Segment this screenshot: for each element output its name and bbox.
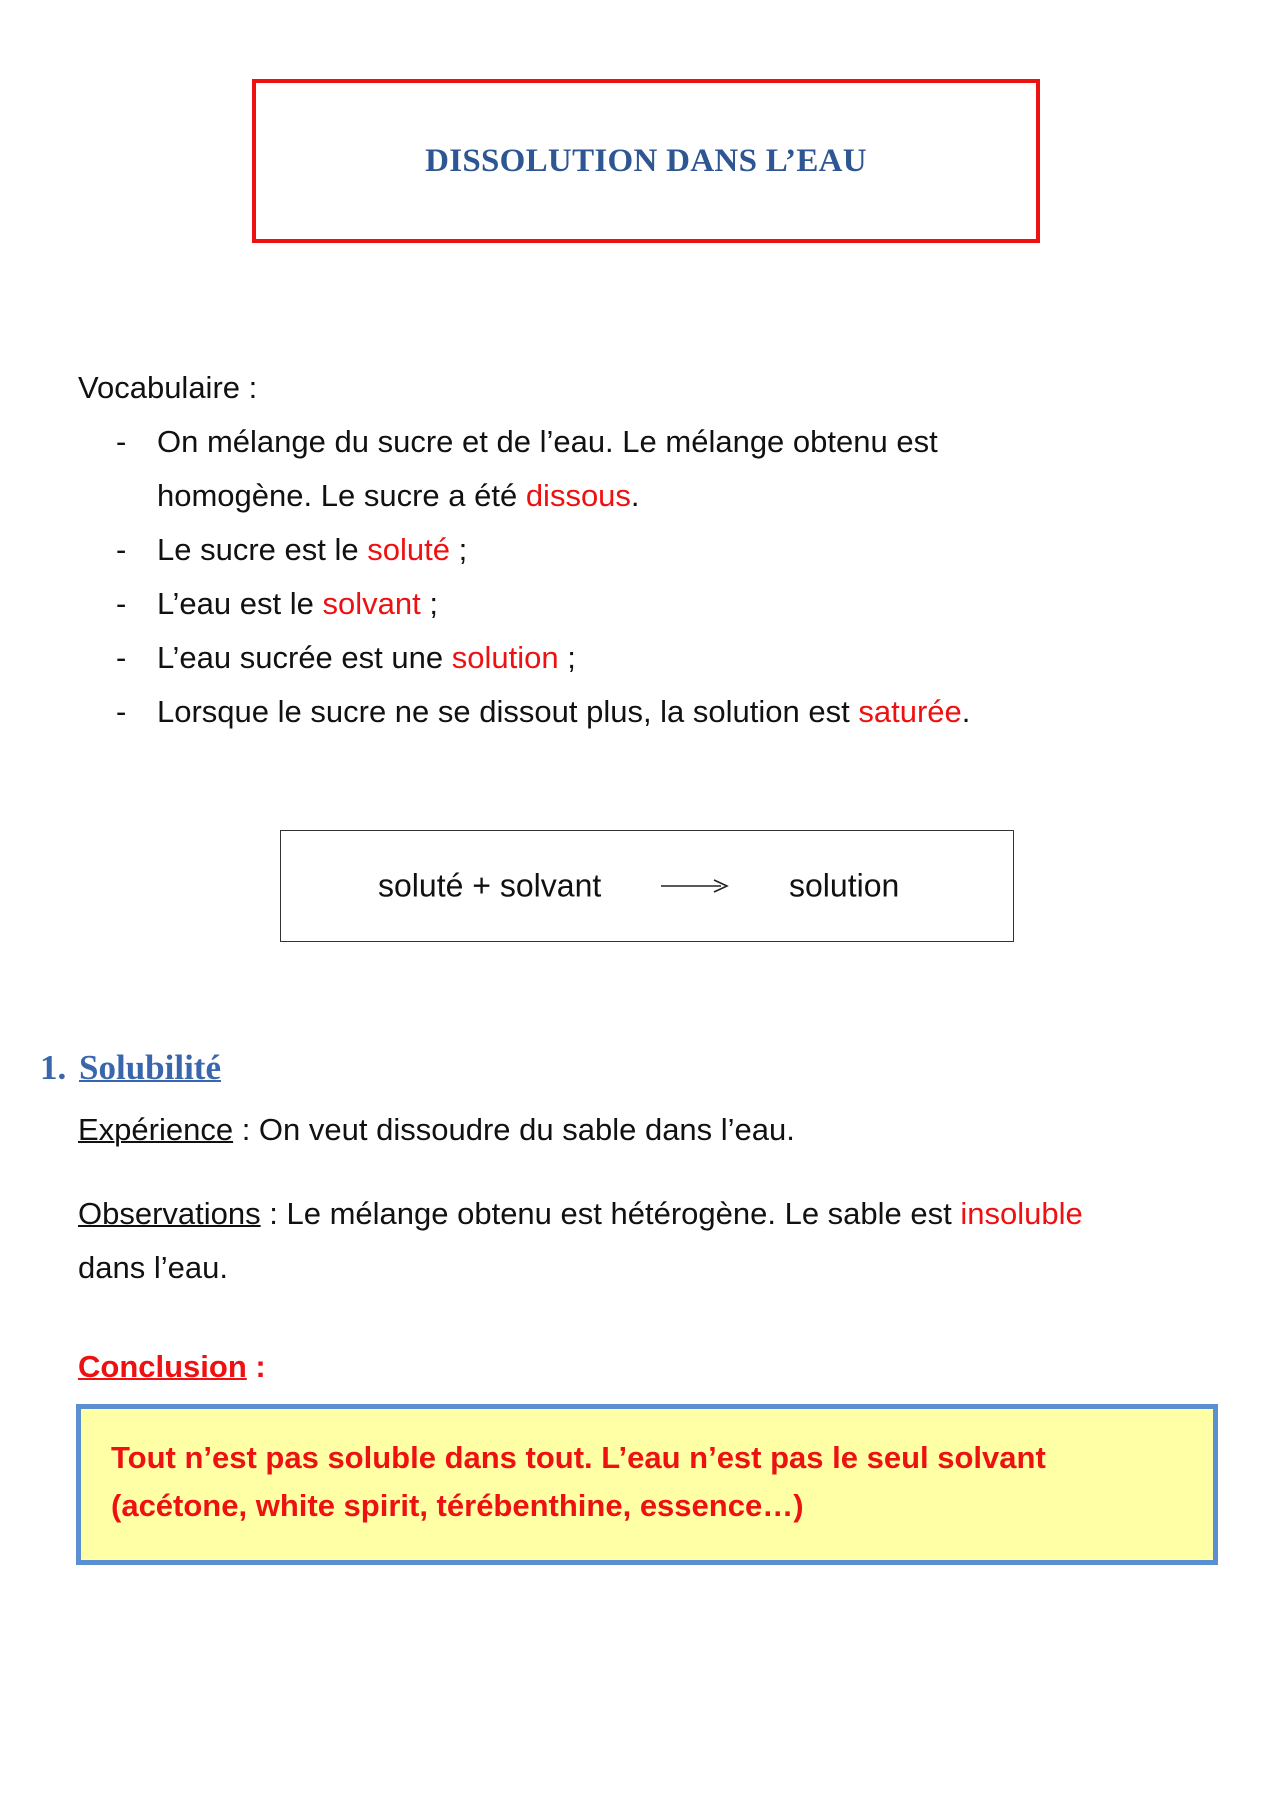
page-title: DISSOLUTION DANS L’EAU [425,142,867,179]
section-heading [40,1048,221,1088]
item-text: L’eau sucrée est une [157,640,452,675]
item-suffix: ; [558,640,576,675]
observations-term: insoluble [960,1196,1083,1231]
title-box [252,79,1040,243]
item-term: solution [451,640,559,675]
observations-paragraph [78,1187,1118,1295]
vocabulary-list [78,415,1098,739]
conclusion-label: Conclusion [78,1349,247,1384]
formula-product: solution [789,867,900,904]
list-item [78,523,1098,577]
item-text: Le sucre est le [157,532,368,567]
list-item [78,685,1098,739]
section-title: Solubilité [79,1048,221,1087]
item-text: Lorsque le sucre ne se dissout plus, la solution est [157,694,859,729]
experience-label: Expérience [78,1112,234,1147]
vocabulary-heading: Vocabulaire : [78,370,258,405]
formula-box [280,830,1014,942]
list-dash: - [116,640,127,675]
item-text: L’eau est le [157,586,323,621]
conclusion-box [76,1404,1218,1565]
list-dash: - [116,586,127,621]
list-item [78,631,1098,685]
arrow-right-icon [661,878,729,894]
conclusion-text [111,1434,1171,1530]
conclusion-line: Tout n’est pas soluble dans tout. L’eau n’est pas le seul solvant [111,1440,1046,1475]
experience-paragraph [78,1103,795,1157]
conclusion-colon: : [246,1349,266,1384]
list-item [78,415,1098,523]
section-number: 1. [40,1048,67,1087]
experience-text: : On veut dissoudre du sable dans l’eau. [233,1112,795,1147]
observations-text: : Le mélange obtenu est hétérogène. Le sable est [260,1196,961,1231]
item-term: dissous [525,478,631,513]
item-term: solvant [322,586,421,621]
item-suffix: ; [420,586,438,621]
list-dash: - [116,694,127,729]
item-text: On mélange du sucre et de l’eau. Le mélange obtenu est homogène. Le sucre a été [157,424,938,513]
item-suffix: . [630,478,640,513]
list-dash: - [116,532,127,567]
list-item [78,577,1098,631]
observations-suffix: dans l’eau. [78,1250,228,1285]
conclusion-line: (acétone, white spirit, térébenthine, essence…) [111,1488,804,1523]
item-suffix: ; [449,532,468,567]
list-dash: - [116,424,127,459]
formula-reactants: soluté + solvant [378,867,602,904]
item-suffix: . [961,694,971,729]
item-term: saturée [858,694,962,729]
conclusion-heading [78,1349,266,1385]
item-term: soluté [367,532,450,567]
observations-label: Observations [78,1196,261,1231]
